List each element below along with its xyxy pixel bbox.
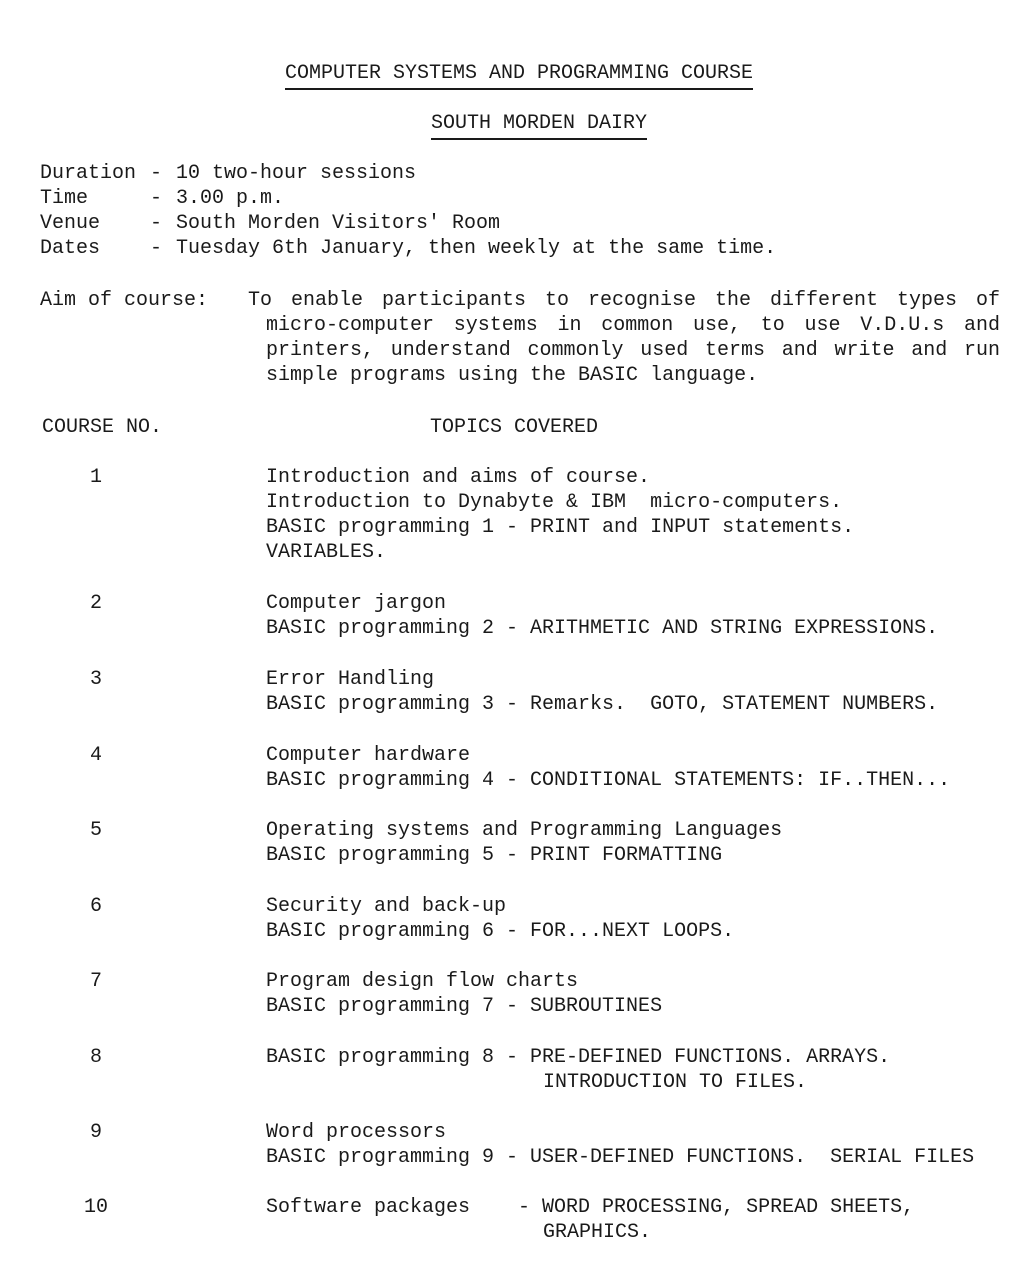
topic-line: Operating systems and Programming Languages bbox=[266, 819, 783, 842]
detail-dash: - bbox=[150, 237, 163, 260]
topic-line: BASIC programming 5 - PRINT FORMATTING bbox=[266, 844, 723, 867]
topic-line: Computer hardware bbox=[266, 744, 471, 767]
course-number: 9 bbox=[89, 1121, 102, 1144]
column-header-course-no: COURSE NO. bbox=[42, 416, 163, 439]
document-title: COMPUTER SYSTEMS AND PROGRAMMING COURSE bbox=[0, 36, 1030, 115]
aim-line: printers, understand commonly used terms and write and run bbox=[266, 339, 1000, 362]
detail-value: 3.00 p.m. bbox=[176, 187, 285, 210]
topic-line: INTRODUCTION TO FILES. bbox=[543, 1071, 808, 1094]
detail-duration bbox=[40, 161, 776, 186]
topic-line: BASIC programming 7 - SUBROUTINES bbox=[266, 995, 663, 1018]
document-subtitle: SOUTH MORDEN DAIRY bbox=[0, 86, 1030, 165]
course-details bbox=[40, 161, 776, 261]
topic-line: Introduction and aims of course. bbox=[266, 466, 651, 489]
detail-label: Duration bbox=[40, 162, 137, 185]
course-topics bbox=[266, 1195, 1026, 1245]
course-topics bbox=[266, 743, 1026, 793]
aim-line: micro-computer systems in common use, to use V.D.U.s and bbox=[266, 314, 1000, 337]
aim-label: Aim of course: bbox=[40, 289, 209, 312]
topic-line: BASIC programming 4 - CONDITIONAL STATEMENTS: IF..THEN... bbox=[266, 769, 951, 792]
detail-label: Dates bbox=[40, 237, 101, 260]
column-header-topics: TOPICS COVERED bbox=[430, 416, 599, 439]
topic-line: Software packages - WORD PROCESSING, SPREAD SHEETS, bbox=[266, 1196, 915, 1219]
detail-label: Venue bbox=[40, 212, 101, 235]
course-number: 2 bbox=[89, 592, 102, 615]
detail-time bbox=[40, 186, 776, 211]
topic-line: Program design flow charts bbox=[266, 970, 579, 993]
topic-line: Security and back-up bbox=[266, 895, 507, 918]
course-number: 10 bbox=[83, 1196, 108, 1219]
topic-line: Error Handling bbox=[266, 668, 435, 691]
course-topics bbox=[266, 1045, 1026, 1095]
course-number: 4 bbox=[89, 744, 102, 767]
topic-line: GRAPHICS. bbox=[543, 1221, 652, 1244]
course-topics bbox=[266, 667, 1026, 717]
course-topics bbox=[266, 969, 1026, 1019]
course-number: 1 bbox=[89, 466, 102, 489]
detail-dash: - bbox=[150, 187, 163, 210]
course-topics bbox=[266, 1120, 1026, 1170]
course-topics bbox=[266, 591, 1026, 641]
course-number: 5 bbox=[89, 819, 102, 842]
topic-line: VARIABLES. bbox=[266, 541, 387, 564]
course-number: 6 bbox=[89, 895, 102, 918]
topic-line: BASIC programming 1 - PRINT and INPUT statements. bbox=[266, 516, 855, 539]
topic-line: Introduction to Dynabyte & IBM micro-computers. bbox=[266, 491, 843, 514]
detail-venue bbox=[40, 211, 776, 236]
detail-dash: - bbox=[150, 162, 163, 185]
course-number: 3 bbox=[89, 668, 102, 691]
topic-line: Computer jargon bbox=[266, 592, 447, 615]
course-topics bbox=[266, 818, 1026, 868]
course-number: 8 bbox=[89, 1046, 102, 1069]
topic-line: Word processors bbox=[266, 1121, 447, 1144]
aim-text bbox=[248, 288, 1000, 388]
course-topics bbox=[266, 465, 1026, 565]
detail-value: 10 two-hour sessions bbox=[176, 162, 417, 185]
aim-line: simple programs using the BASIC language. bbox=[266, 364, 759, 387]
aim-line: To enable participants to recognise the different types of bbox=[248, 289, 1000, 312]
detail-value: Tuesday 6th January, then weekly at the same time. bbox=[176, 237, 777, 260]
course-topics bbox=[266, 894, 1026, 944]
topic-line: BASIC programming 3 - Remarks. GOTO, STATEMENT NUMBERS. bbox=[266, 693, 939, 716]
detail-dash: - bbox=[150, 212, 163, 235]
topic-line: BASIC programming 2 - ARITHMETIC AND STRING EXPRESSIONS. bbox=[266, 617, 939, 640]
detail-value: South Morden Visitors' Room bbox=[176, 212, 501, 235]
course-number: 7 bbox=[89, 970, 102, 993]
topic-line: BASIC programming 6 - FOR...NEXT LOOPS. bbox=[266, 920, 735, 943]
topic-line: BASIC programming 8 - PRE-DEFINED FUNCTIONS. ARRAYS. bbox=[266, 1046, 891, 1069]
detail-label: Time bbox=[40, 187, 89, 210]
topic-line: BASIC programming 9 - USER-DEFINED FUNCTIONS. SERIAL FILES bbox=[266, 1146, 975, 1169]
detail-dates bbox=[40, 236, 776, 261]
